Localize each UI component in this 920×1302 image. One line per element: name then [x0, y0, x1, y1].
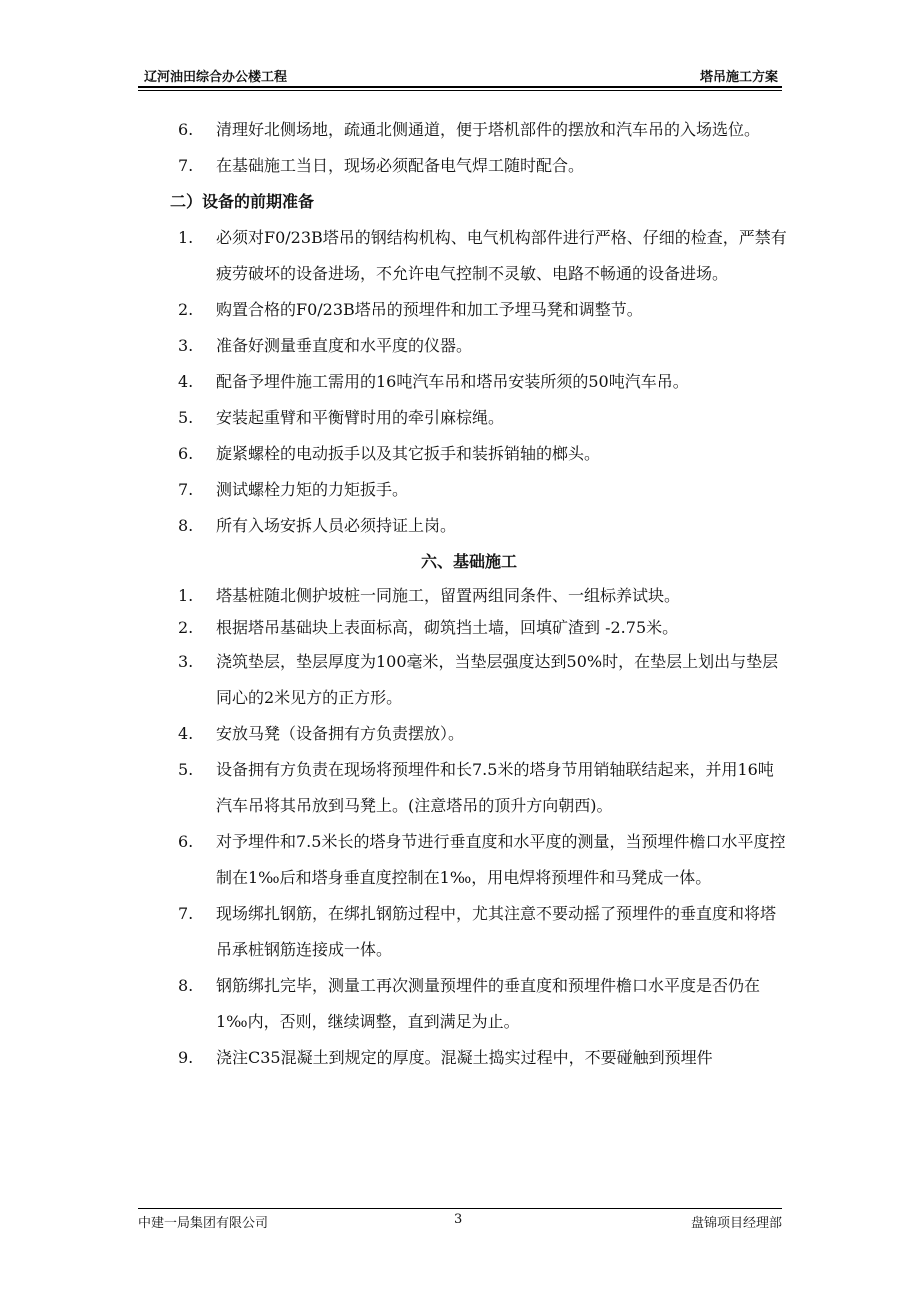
list-item	[170, 400, 788, 436]
item-number: 1.	[178, 228, 194, 247]
list-item	[170, 716, 788, 752]
item-number: 6.	[178, 444, 194, 463]
item-number: 7.	[178, 480, 194, 499]
item-text: 准备好测量垂直度和水平度的仪器。	[216, 336, 473, 355]
item-text: 安放马凳（设备拥有方负责摆放）。	[216, 724, 465, 743]
footer-company: 中建一局集团有限公司	[138, 1216, 269, 1231]
header-rule	[138, 86, 782, 88]
item-number: 4.	[178, 724, 194, 743]
item-number: 5.	[178, 760, 194, 779]
item-text: 所有入场安拆人员必须持证上岗。	[216, 516, 457, 535]
item-number: 9.	[178, 1048, 194, 1067]
item-text: 现场绑扎钢筋，在绑扎钢筋过程中，尤其注意不要动摇了预埋件的垂直度和将塔吊承桩钢筋连接成一体。	[216, 904, 777, 959]
item-text: 根据塔吊基础块上表面标高，砌筑挡土墙，回填矿渣到 -2.75米。	[216, 618, 679, 637]
item-number: 3.	[178, 652, 194, 671]
item-text: 对予埋件和7.5米长的塔身节进行垂直度和水平度的测量，当预埋件檐口水平度控制在1‰后和塔身垂直度控制在1‰，用电焊将预埋件和马凳成一体。	[216, 832, 786, 887]
item-number: 6.	[178, 120, 194, 139]
list-item	[170, 328, 788, 364]
list-item	[170, 752, 788, 824]
page-header	[138, 66, 782, 86]
list-item	[170, 824, 788, 896]
list-item	[170, 644, 788, 716]
item-text: 购置合格的F0/23B塔吊的预埋件和加工予埋马凳和调整节。	[216, 300, 643, 319]
item-number: 1.	[178, 586, 194, 605]
item-number: 5.	[178, 408, 194, 427]
item-text: 必须对F0/23B塔吊的钢结构机构、电气机构部件进行严格、仔细的检查，严禁有疲劳破坏的设备进场，不允许电气控制不灵敏、电路不畅通的设备进场。	[216, 228, 787, 283]
list-item	[170, 968, 788, 1040]
item-number: 8.	[178, 976, 194, 995]
document-body	[170, 112, 788, 1076]
list-item	[170, 364, 788, 400]
item-text: 配备予埋件施工需用的16吨汽车吊和塔吊安装所须的50吨汽车吊。	[216, 372, 689, 391]
item-text: 浇筑垫层，垫层厚度为100毫米，当垫层强度达到50%时，在垫层上划出与垫层同心的2米见方的正方形。	[216, 652, 779, 707]
list-item	[170, 472, 788, 508]
list-item	[170, 148, 788, 184]
item-text: 在基础施工当日，现场必须配备电气焊工随时配合。	[216, 156, 585, 175]
item-number: 2.	[178, 300, 194, 319]
item-number: 7.	[178, 156, 194, 175]
list-item	[170, 436, 788, 472]
item-number: 8.	[178, 516, 194, 535]
item-text: 设备拥有方负责在现场将预埋件和长7.5米的塔身节用销轴联结起来，并用16吨汽车吊将其吊放到马凳上。(注意塔吊的顶升方向朝西)。	[216, 760, 774, 815]
list-item	[170, 220, 788, 292]
list-item	[170, 612, 788, 644]
footer-rule	[138, 1208, 782, 1209]
item-number: 4.	[178, 372, 194, 391]
item-text: 钢筋绑扎完毕，测量工再次测量预埋件的垂直度和预埋件檐口水平度是否仍在1‰内，否则，继续调整，直到满足为止。	[216, 976, 761, 1031]
item-number: 3.	[178, 336, 194, 355]
item-text: 测试螺栓力矩的力矩扳手。	[216, 480, 409, 499]
list-item	[170, 112, 788, 148]
list-item	[170, 896, 788, 968]
item-text: 塔基桩随北侧护坡桩一同施工，留置两组同条件、一组标养试块。	[216, 586, 681, 605]
page-number: 3	[454, 1212, 463, 1227]
item-number: 6.	[178, 832, 194, 851]
header-doc-title: 塔吊施工方案	[699, 70, 778, 85]
section-title: 六、基础施工	[420, 552, 517, 571]
item-text: 浇注C35混凝土到规定的厚度。混凝土捣实过程中，不要碰触到预埋件	[216, 1048, 713, 1067]
list-item	[170, 580, 788, 612]
footer-department: 盘锦项目经理部	[690, 1216, 782, 1231]
header-project-name: 辽河油田综合办公楼工程	[144, 70, 288, 85]
list-item	[170, 508, 788, 544]
item-number: 7.	[178, 904, 194, 923]
item-text: 清理好北侧场地，疏通北侧通道，便于塔机部件的摆放和汽车吊的入场选位。	[216, 120, 761, 139]
list-item	[170, 1040, 788, 1076]
list-item	[170, 292, 788, 328]
header-rule-thin	[138, 90, 782, 91]
item-text: 旋紧螺栓的电动扳手以及其它扳手和装拆销轴的榔头。	[216, 444, 601, 463]
section-heading: 二）设备的前期准备	[170, 192, 315, 211]
item-text: 安装起重臂和平衡臂时用的牵引麻棕绳。	[216, 408, 505, 427]
item-number: 2.	[178, 618, 194, 637]
